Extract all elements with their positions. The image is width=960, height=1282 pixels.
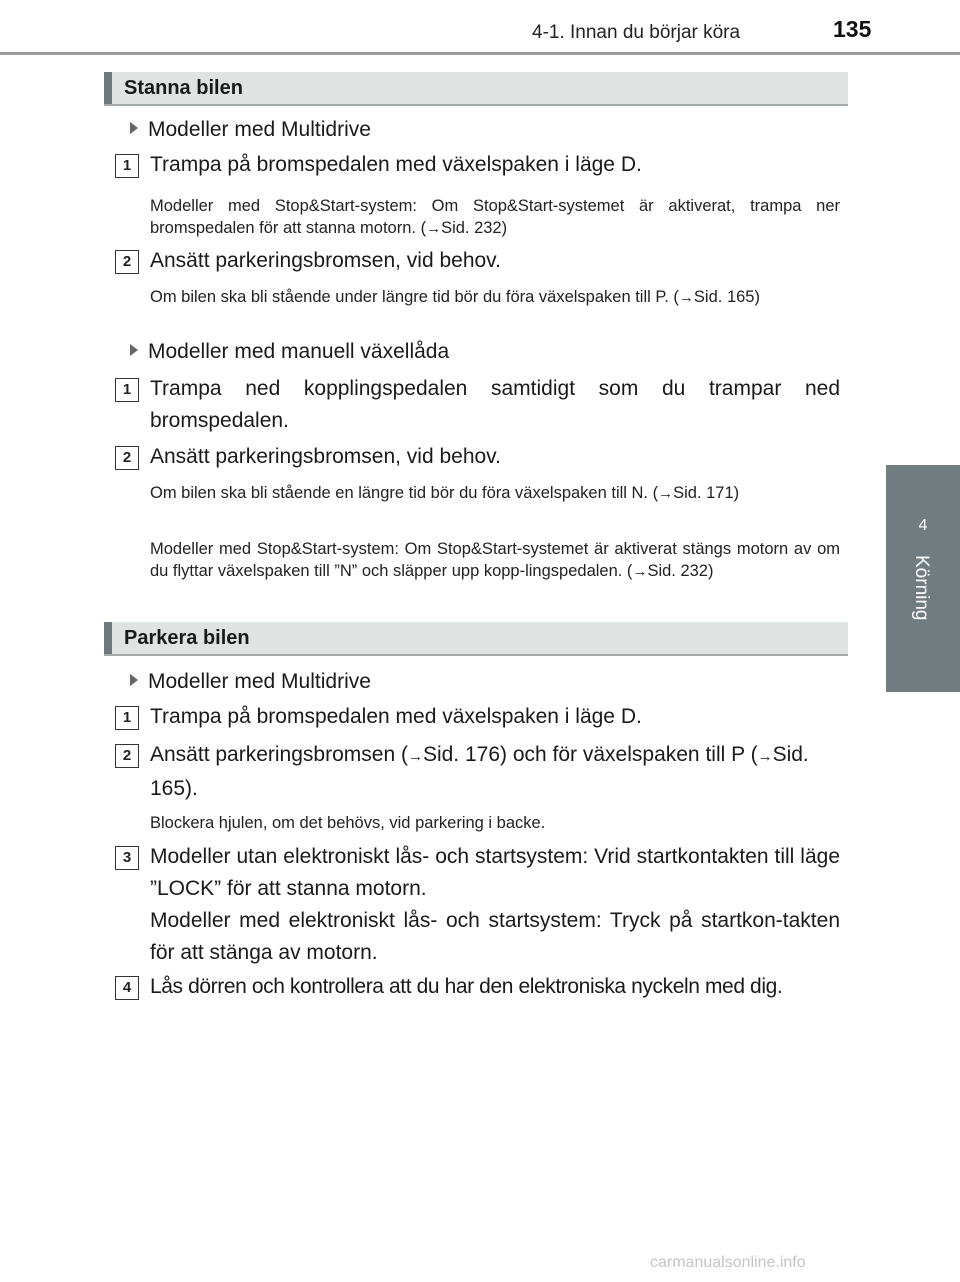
step-number-badge: 1	[115, 706, 139, 730]
note-text: Modeller med Stop&Start-system: Om Stop&Start-systemet är aktiverat, trampa ner bromspedalen för att stanna motorn. (→Sid. 232)	[150, 197, 840, 237]
page-number: 135	[833, 16, 872, 42]
arrow-right-icon: →	[678, 289, 694, 306]
step-text: Ansätt parkeringsbromsen, vid behov.	[150, 445, 501, 468]
arrow-right-icon: →	[407, 748, 423, 765]
step-text: Trampa ned kopplingspedalen samtidigt som du trampar ned bromspedalen.	[150, 377, 840, 432]
header-divider	[0, 52, 960, 55]
step-text: Trampa på bromspedalen med växelspaken i läge D.	[150, 153, 642, 176]
header-title: 4-1. Innan du börjar köra	[532, 22, 741, 43]
arrow-right-icon: →	[632, 563, 648, 580]
arrow-right-icon: →	[658, 485, 674, 502]
step-text-continued: Modeller med elektroniskt lås- och startsystem: Tryck på startkon-takten för att stänga av motorn.	[150, 909, 840, 964]
chapter-number: 4	[918, 517, 928, 534]
note-text: Blockera hjulen, om det behövs, vid parkering i backe.	[150, 814, 546, 832]
note-text: Modeller med Stop&Start-system: Om Stop&Start-systemet är aktiverat stängs motorn av om du flyttar växelspaken till ”N” och släpper upp kopp-lingspedalen. (→Sid. 232)	[150, 540, 840, 580]
note-text: Om bilen ska bli stående under längre tid bör du föra växelspaken till P. (→Sid. 165)	[150, 288, 760, 306]
chapter-side-tab[interactable]	[886, 465, 960, 692]
watermark-text: carmanualsonline.info	[650, 1254, 806, 1271]
arrow-right-icon: →	[426, 220, 442, 237]
step-text: Ansätt parkeringsbromsen (→Sid. 176) och för växelspaken till P (→Sid. 165).	[150, 743, 809, 800]
step-text: Lås dörren och kontrollera att du har den elektroniska nyckeln med dig.	[150, 975, 783, 998]
section-heading-parkera-bilen	[104, 622, 848, 656]
triangle-bullet-icon	[130, 344, 138, 356]
step-number-badge: 2	[115, 446, 139, 470]
note-text: Om bilen ska bli stående en längre tid bör du föra växelspaken till N. (→Sid. 171)	[150, 484, 740, 502]
chapter-label: Körning	[911, 555, 932, 621]
subhead-manuell-vaxellada: Modeller med manuell växellåda	[130, 340, 449, 364]
section-heading-stanna-bilen	[104, 72, 848, 106]
step-number-badge: 2	[115, 744, 139, 768]
section-heading-label: Stanna bilen	[124, 77, 243, 99]
triangle-bullet-icon	[130, 674, 138, 686]
step-text: Modeller utan elektroniskt lås- och startsystem: Vrid startkontakten till läge ”LOCK” för att stanna motorn.	[150, 845, 840, 900]
step-number-badge: 2	[115, 250, 139, 274]
step-number-badge: 3	[115, 846, 139, 870]
step-number-badge: 4	[115, 976, 139, 1000]
step-text: Trampa på bromspedalen med växelspaken i läge D.	[150, 705, 642, 728]
triangle-bullet-icon	[130, 122, 138, 134]
heading-accent-bar	[104, 72, 112, 104]
step-text: Ansätt parkeringsbromsen, vid behov.	[150, 249, 501, 272]
step-number-badge: 1	[115, 154, 139, 178]
subhead-multidrive: Modeller med Multidrive	[130, 118, 371, 142]
subhead-multidrive: Modeller med Multidrive	[130, 670, 371, 694]
step-number-badge: 1	[115, 378, 139, 402]
heading-accent-bar	[104, 622, 112, 654]
arrow-right-icon: →	[757, 748, 773, 765]
section-heading-label: Parkera bilen	[124, 627, 250, 649]
